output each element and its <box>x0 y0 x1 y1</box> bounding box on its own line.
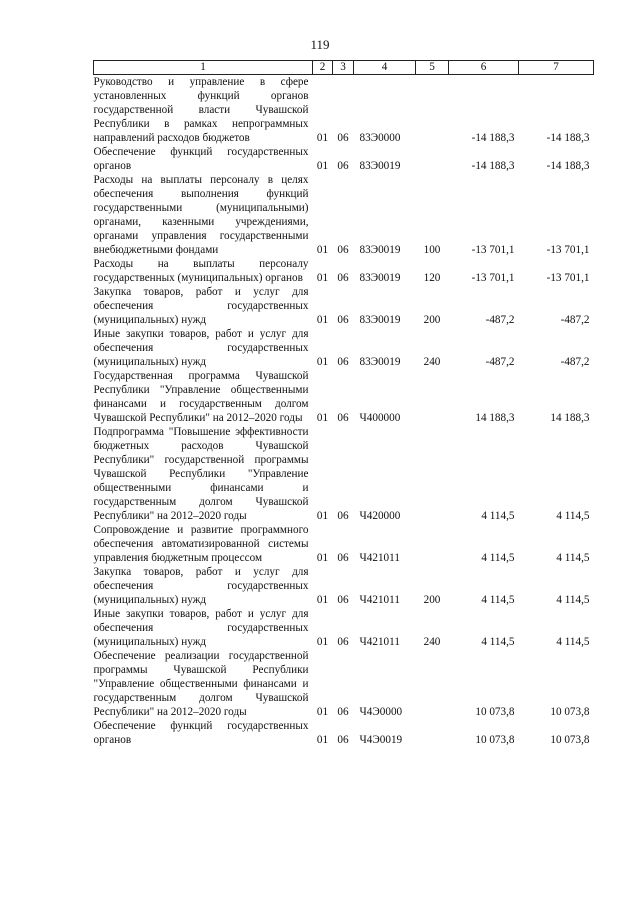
budget-item-name: Иные закупки товаров, работ и услуг для обеспечения государственных (муниципальных) нужд <box>93 328 309 368</box>
section-code: 01 <box>316 552 329 564</box>
amount-col7: -13 701,1 <box>546 244 590 256</box>
subsection-code: 06 <box>337 132 349 144</box>
budget-item-name: Обеспечение реализации государственной программы Чувашской Республики "Управление общественными финансами и государственным долгом Чувашской Республики" на 2012–2020 годы <box>93 650 309 718</box>
expense-type-code <box>416 369 449 425</box>
budget-item-name: Закупка товаров, работ и услуг для обеспечения государственных (муниципальных) нужд <box>93 286 309 326</box>
expense-type-code <box>416 719 449 747</box>
expense-type-code: 240 <box>423 636 441 648</box>
amount-col6: -13 701,1 <box>471 272 515 284</box>
table-row <box>94 719 594 747</box>
subsection-code: 06 <box>337 356 349 368</box>
section-code: 01 <box>316 706 329 718</box>
budget-item-name: Обеспечение функций государственных органов <box>93 720 309 746</box>
amount-col6: -14 188,3 <box>471 132 515 144</box>
section-code: 01 <box>316 412 329 424</box>
amount-col7: -14 188,3 <box>546 160 590 172</box>
column-header-4: 4 <box>354 61 416 75</box>
amount-col6: 14 188,3 <box>475 412 515 424</box>
amount-col6: 10 073,8 <box>475 734 515 746</box>
amount-col7: 10 073,8 <box>550 734 590 746</box>
amount-col6: -487,2 <box>485 356 515 368</box>
target-article-code: 83Э0019 <box>359 272 401 284</box>
section-code: 01 <box>316 510 329 522</box>
target-article-code: Ч400000 <box>359 412 401 424</box>
expense-type-code: 200 <box>423 594 441 606</box>
section-code: 01 <box>316 594 329 606</box>
amount-col6: 4 114,5 <box>481 636 515 648</box>
table-row <box>94 369 594 425</box>
table-body <box>94 75 594 748</box>
budget-item-name: Расходы на выплаты персоналу государственных (муниципальных) органов <box>93 258 309 284</box>
target-article-code: 83Э0019 <box>359 160 401 172</box>
table-row <box>94 607 594 649</box>
column-header-6: 6 <box>449 61 519 75</box>
expense-type-code: 120 <box>423 272 441 284</box>
amount-col6: 4 114,5 <box>481 510 515 522</box>
amount-col7: 4 114,5 <box>556 510 590 522</box>
subsection-code: 06 <box>337 734 349 746</box>
amount-col6: -487,2 <box>485 314 515 326</box>
amount-col7: 4 114,5 <box>556 552 590 564</box>
target-article-code: 83Э0019 <box>359 356 401 368</box>
column-header-2: 2 <box>313 61 333 75</box>
section-code: 01 <box>316 160 329 172</box>
budget-table <box>93 60 594 747</box>
budget-item-name: Руководство и управление в сфере установленных функций органов государственной власти Чувашской Республики в рамках непрограммных направлений расходов бюджетов <box>93 76 309 144</box>
subsection-code: 06 <box>337 160 349 172</box>
budget-item-name: Сопровождение и развитие программного обеспечения автоматизированной системы управления бюджетным процессом <box>93 524 309 564</box>
table-row <box>94 565 594 607</box>
section-code: 01 <box>316 314 329 326</box>
table-row <box>94 285 594 327</box>
subsection-code: 06 <box>337 272 349 284</box>
target-article-code: Ч421011 <box>359 552 400 564</box>
section-code: 01 <box>316 636 329 648</box>
target-article-code: Ч421011 <box>359 594 400 606</box>
table-row <box>94 173 594 257</box>
section-code: 01 <box>316 356 329 368</box>
column-header-1: 1 <box>94 61 313 75</box>
target-article-code: 83Э0019 <box>359 314 401 326</box>
amount-col7: -14 188,3 <box>546 132 590 144</box>
amount-col6: -13 701,1 <box>471 244 515 256</box>
subsection-code: 06 <box>337 244 349 256</box>
subsection-code: 06 <box>337 314 349 326</box>
subsection-code: 06 <box>337 412 349 424</box>
expense-type-code <box>416 649 449 719</box>
column-header-5: 5 <box>416 61 449 75</box>
section-code: 01 <box>316 272 329 284</box>
table-row <box>94 75 594 146</box>
target-article-code: Ч4Э0000 <box>359 706 403 718</box>
target-article-code: Ч4Э0019 <box>359 734 403 746</box>
budget-item-name: Государственная программа Чувашской Республики "Управление общественными финансами и государственным долгом Чувашской Республики" на 2012–2020 годы <box>93 370 309 424</box>
expense-type-code <box>416 145 449 173</box>
section-code: 01 <box>316 734 329 746</box>
target-article-code: Ч421011 <box>359 636 400 648</box>
table-row <box>94 425 594 523</box>
column-header-3: 3 <box>333 61 354 75</box>
subsection-code: 06 <box>337 594 349 606</box>
table-row <box>94 649 594 719</box>
page-number: 119 <box>310 37 330 52</box>
section-code: 01 <box>316 244 329 256</box>
table-row <box>94 145 594 173</box>
budget-item-name: Закупка товаров, работ и услуг для обеспечения государственных (муниципальных) нужд <box>93 566 309 606</box>
budget-item-name: Расходы на выплаты персоналу в целях обеспечения выполнения функций государственными (муниципальными) органами, казенными учреждениями, органами управления государственными внебюджетными фондами <box>93 174 309 256</box>
amount-col6: -14 188,3 <box>471 160 515 172</box>
table-header <box>94 61 594 75</box>
expense-type-code: 200 <box>423 314 441 326</box>
target-article-code: Ч420000 <box>359 510 401 522</box>
subsection-code: 06 <box>337 552 349 564</box>
budget-item-name: Подпрограмма "Повышение эффективности бюджетных расходов Чувашской Республики" государственной программы Чувашской Республики "Управление общественными финансами и государственным долгом Чувашской Республики" на 2012–2020 годы <box>93 426 309 522</box>
expense-type-code <box>416 523 449 565</box>
amount-col6: 10 073,8 <box>475 706 515 718</box>
target-article-code: 83Э0019 <box>359 244 401 256</box>
budget-item-name: Иные закупки товаров, работ и услуг для обеспечения государственных (муниципальных) нужд <box>93 608 309 648</box>
target-article-code: 83Э0000 <box>359 132 401 144</box>
subsection-code: 06 <box>337 636 349 648</box>
amount-col7: -487,2 <box>560 356 590 368</box>
table-row <box>94 523 594 565</box>
amount-col6: 4 114,5 <box>481 552 515 564</box>
table-row <box>94 327 594 369</box>
amount-col7: 4 114,5 <box>556 636 590 648</box>
expense-type-code <box>416 75 449 146</box>
expense-type-code <box>416 425 449 523</box>
expense-type-code: 240 <box>423 356 441 368</box>
amount-col7: -13 701,1 <box>546 272 590 284</box>
subsection-code: 06 <box>337 706 349 718</box>
amount-col7: 10 073,8 <box>550 706 590 718</box>
subsection-code: 06 <box>337 510 349 522</box>
amount-col6: 4 114,5 <box>481 594 515 606</box>
column-header-7: 7 <box>519 61 594 75</box>
amount-col7: 4 114,5 <box>556 594 590 606</box>
budget-item-name: Обеспечение функций государственных органов <box>93 146 309 172</box>
amount-col7: -487,2 <box>560 314 590 326</box>
amount-col7: 14 188,3 <box>550 412 590 424</box>
table-row <box>94 257 594 285</box>
expense-type-code: 100 <box>423 244 441 256</box>
section-code: 01 <box>316 132 329 144</box>
